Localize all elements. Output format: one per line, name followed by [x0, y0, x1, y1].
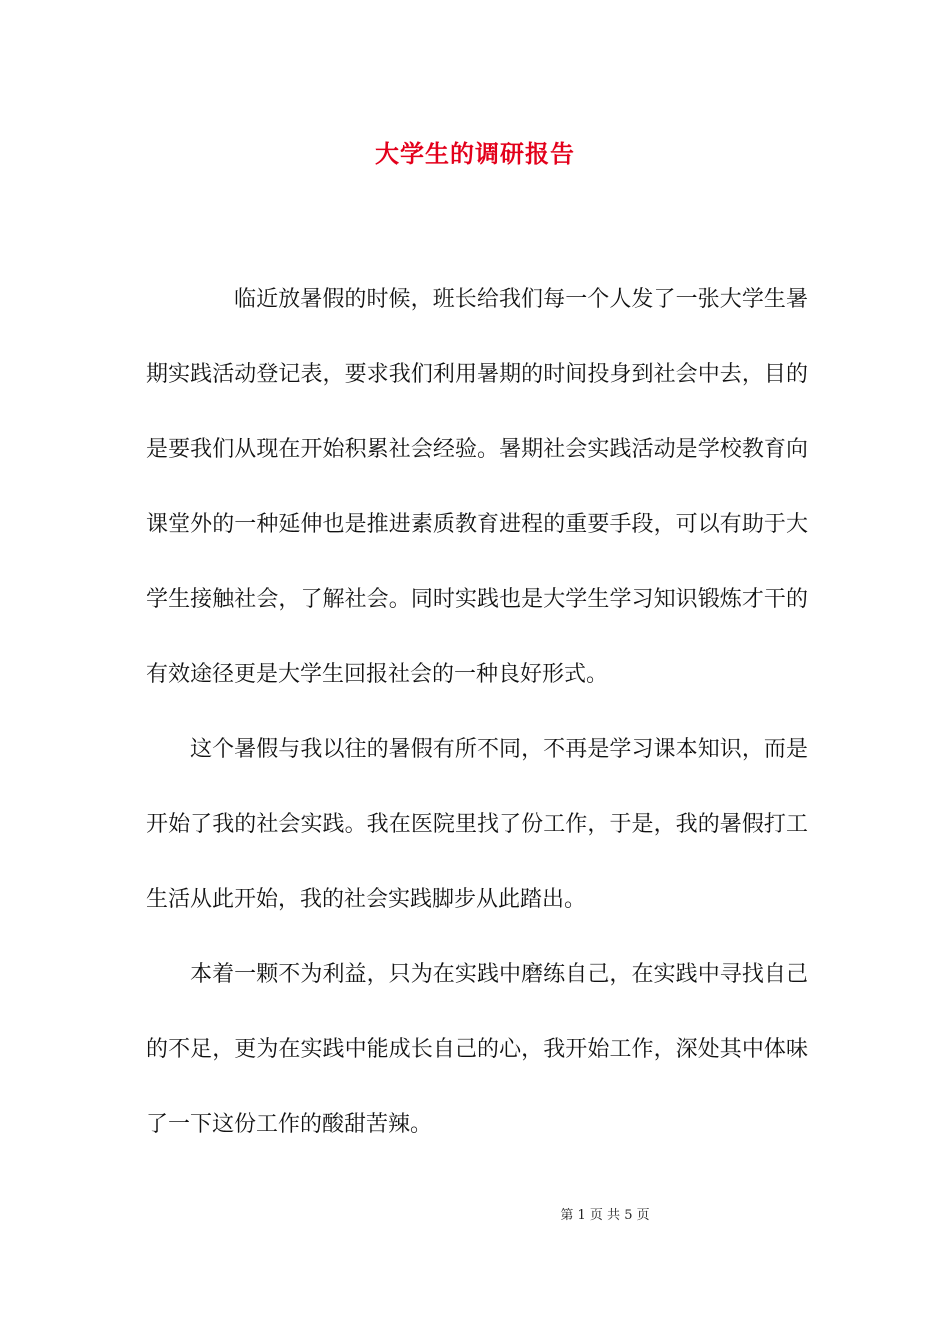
document-title: 大学生的调研报告	[375, 139, 575, 168]
page-number: 第 1 页 共 5 页	[560, 1208, 650, 1223]
page-footer	[0, 1206, 950, 1226]
paragraph-2: 这个暑假与我以往的暑假有所不同，不再是学习课本知识，而是开始了我的社会实践。我在医院里找了份工作，于是，我的暑假打工生活从此开始，我的社会实践脚步从此踏出。	[146, 737, 808, 912]
paragraph-3: 本着一颗不为利益，只为在实践中磨练自己，在实践中寻找自己的不足，更为在实践中能成长自己的心，我开始工作，深处其中体味了一下这份工作的酸甜苦辣。	[146, 962, 808, 1137]
paragraph-1: 临近放暑假的时候，班长给我们每一个人发了一张大学生暑期实践活动登记表，要求我们利用暑期的时间投身到社会中去，目的是要我们从现在开始积累社会经验。暑期社会实践活动是学校教育向课堂外的一种延伸也是推进素质教育进程的重要手段，可以有助于大学生接触社会，了解社会。同时实践也是大学生学习知识锻炼才干的有效途径更是大学生回报社会的一种良好形式。	[146, 287, 808, 687]
document-body	[146, 262, 808, 1162]
